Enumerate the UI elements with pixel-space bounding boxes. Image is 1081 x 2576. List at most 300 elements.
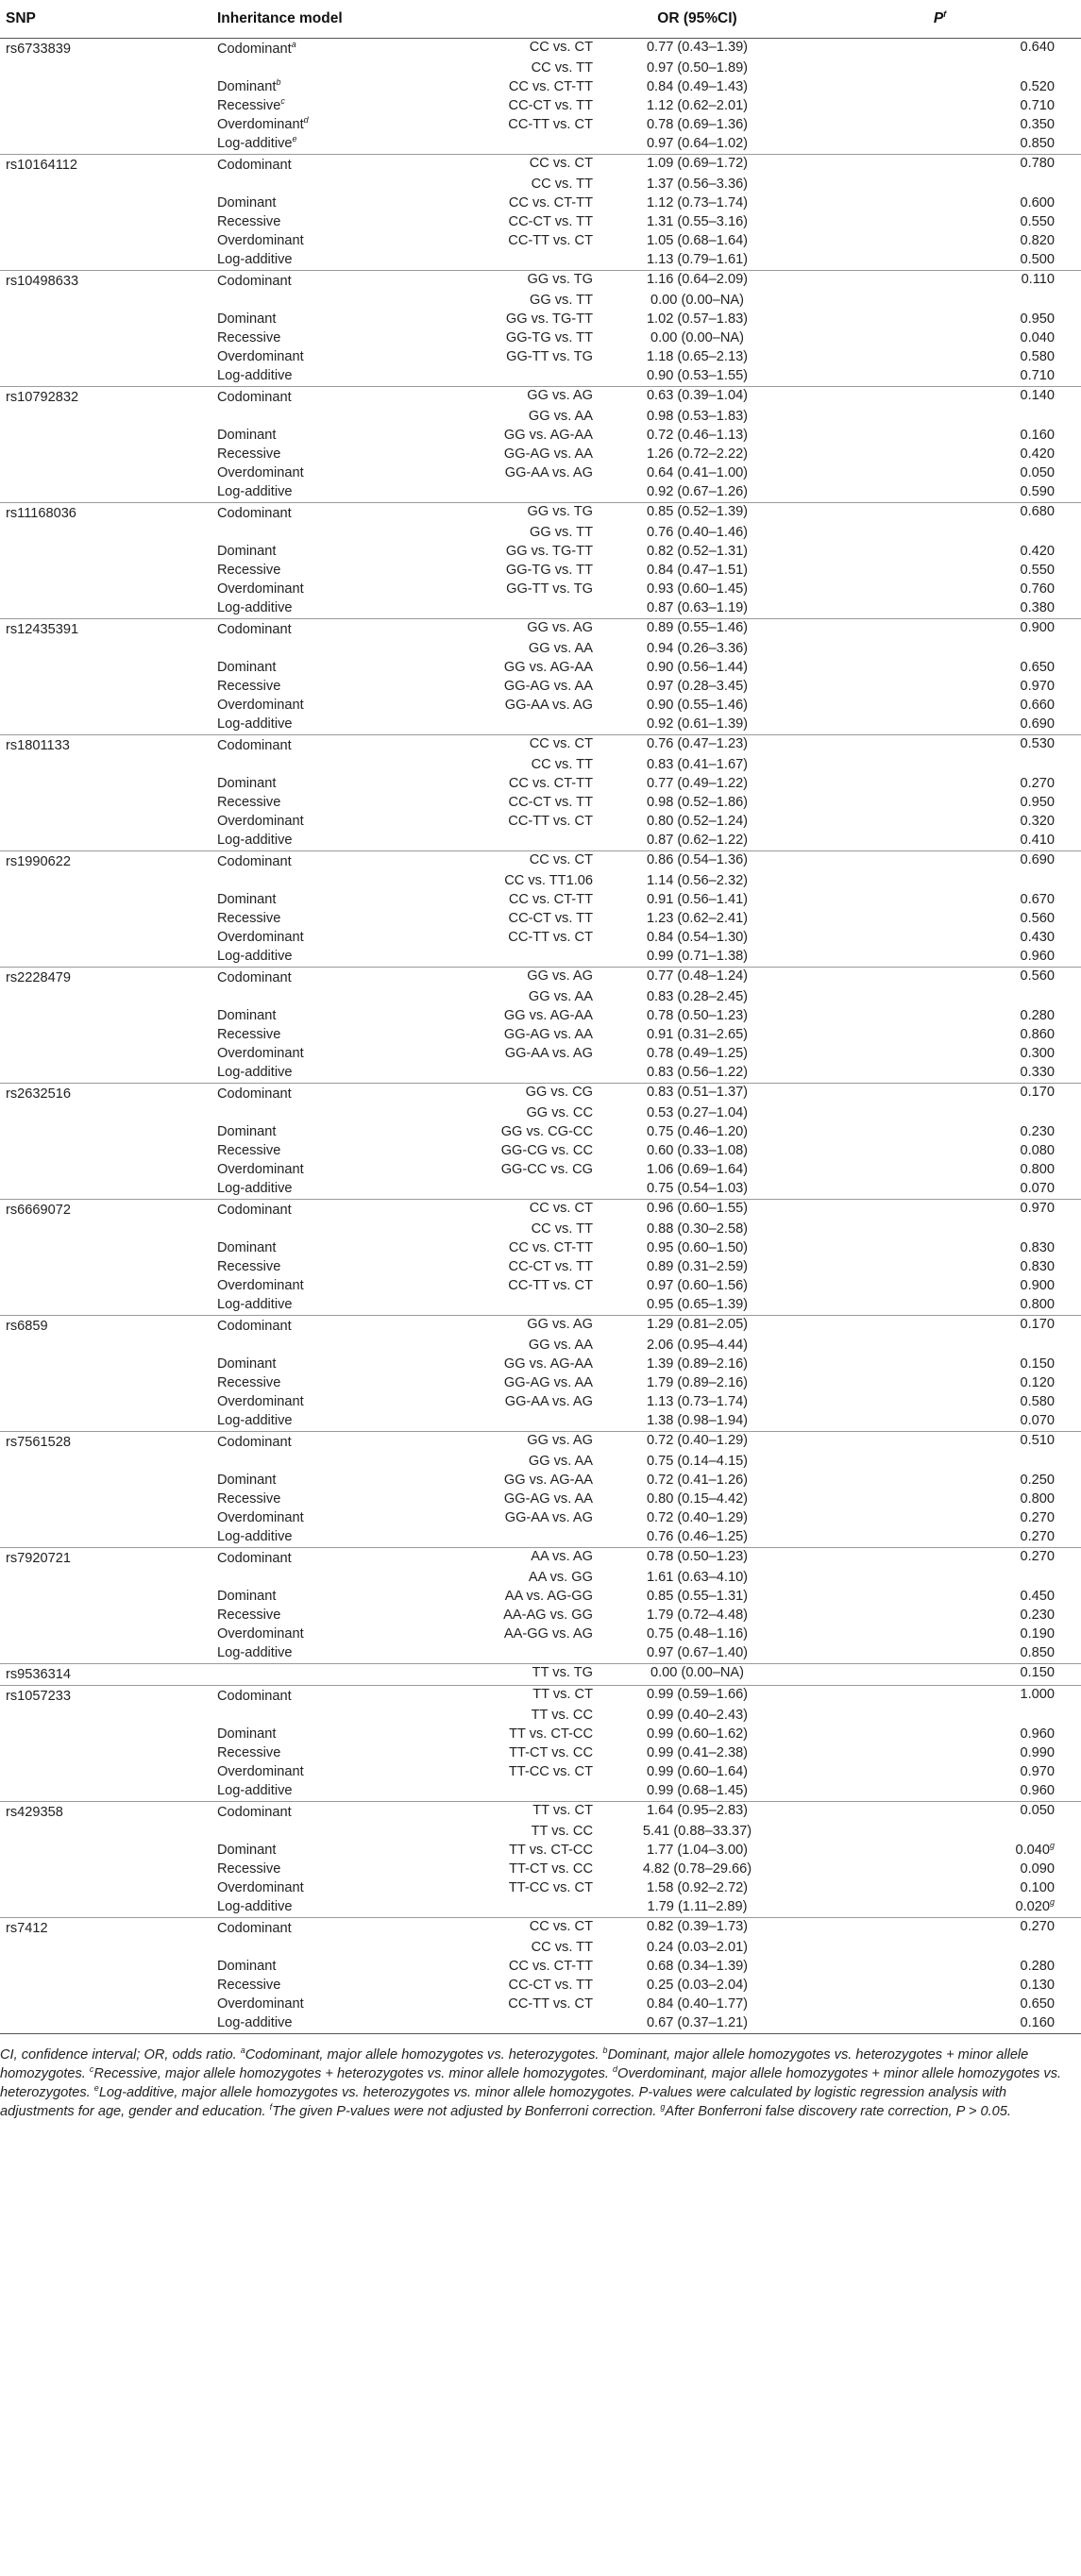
or-ci-cell: 0.87 (0.63–1.19): [646, 600, 749, 615]
p-value-cell: 0.270: [1020, 1529, 1055, 1544]
or-ci-cell: 0.91 (0.56–1.41): [646, 892, 749, 907]
or-ci-cell: 0.72 (0.46–1.13): [646, 428, 749, 443]
p-value-cell: 0.320: [1020, 814, 1055, 829]
inheritance-model-cell: Dominant: [217, 1726, 277, 1742]
inheritance-model-cell: Overdominant: [217, 1996, 304, 2012]
genotype-comparison-cell: GG vs. TG: [400, 503, 596, 525]
snp-cell: rs6733839: [0, 39, 211, 60]
p-value-cell: [799, 640, 1081, 659]
snp-cell: [0, 524, 211, 543]
snp-cell: [0, 1995, 211, 2014]
or-ci-cell: 1.06 (0.69–1.64): [646, 1162, 749, 1177]
genotype-comparison-cell: AA-AG vs. GG: [503, 1608, 593, 1623]
table-body: [0, 39, 1081, 2034]
table-row: [0, 155, 1081, 177]
p-value-cell: [799, 1939, 1081, 1958]
or-ci-cell: 0.90 (0.55–1.46): [646, 698, 749, 713]
inheritance-model-cell: Dominant: [217, 1843, 277, 1858]
or-ci-cell: 0.83 (0.56–1.22): [646, 1065, 749, 1080]
genotype-comparison-cell: TT-CC vs. CT: [508, 1880, 593, 1895]
snp-cell: [0, 213, 211, 232]
p-value-cell: 0.170: [799, 1084, 1081, 1105]
table-row: [0, 794, 1081, 813]
or-ci-cell: 0.97 (0.50–1.89): [646, 60, 749, 76]
table-row: [0, 483, 1081, 503]
p-value-cell: 0.560: [799, 968, 1081, 989]
p-value-cell: 0.680: [799, 503, 1081, 525]
or-ci-cell: 5.41 (0.88–33.37): [642, 1824, 752, 1839]
p-value-cell: 0.160: [799, 2014, 1081, 2034]
p-value-cell: 0.190: [1020, 1626, 1055, 1642]
inheritance-model-cell: Overdominant: [217, 1394, 304, 1409]
inheritance-model-cell: Dominant: [217, 1240, 277, 1255]
genotype-comparison-cell: CC-CT vs. TT: [508, 911, 593, 926]
inheritance-model-cell: Codominant: [211, 1548, 400, 1570]
table-row: [0, 1842, 1081, 1860]
table-row: [0, 232, 1081, 251]
p-value-cell: 0.160: [1020, 428, 1055, 443]
table-row: [0, 813, 1081, 832]
snp-cell: [0, 408, 211, 427]
p-value-cell: 0.850: [1020, 1645, 1055, 1660]
snp-cell: [0, 446, 211, 464]
table-row: [0, 851, 1081, 873]
genotype-comparison-cell: [400, 1644, 596, 1664]
inheritance-model-cell: Codominant: [211, 155, 400, 177]
genotype-comparison-cell: TT-CT vs. CC: [509, 1861, 593, 1877]
table-row: [0, 311, 1081, 329]
inheritance-model-cell: Recessive: [217, 1143, 281, 1158]
table-row: [0, 581, 1081, 599]
genotype-comparison-cell: [400, 1898, 596, 1918]
or-ci-cell: 0.99 (0.68–1.45): [646, 1783, 749, 1798]
or-ci-cell: 2.06 (0.95–4.44): [646, 1338, 749, 1353]
p-value-cell: 0.040$^g$: [1015, 1842, 1055, 1858]
genotype-comparison-cell: GG vs. AG: [400, 619, 596, 641]
table-row: [0, 948, 1081, 968]
genotype-comparison-cell: CC-CT vs. TT: [508, 1259, 593, 1274]
or-ci-cell: 0.75 (0.14–4.15): [646, 1454, 749, 1469]
table-row: [0, 1355, 1081, 1374]
p-value-cell: 0.710: [1020, 368, 1055, 383]
snp-cell: [0, 59, 211, 78]
p-value-cell: 0.650: [1020, 660, 1055, 675]
p-value-cell: 0.830: [1020, 1240, 1055, 1255]
inheritance-model-cell: Codominant: [211, 387, 400, 409]
or-ci-cell: 0.99 (0.60–1.64): [646, 1764, 749, 1779]
genotype-comparison-cell: CC-TT vs. CT: [508, 117, 593, 132]
or-ci-cell: 0.84 (0.40–1.77): [646, 1996, 749, 2012]
genotype-comparison-cell: GG vs. AG: [400, 1316, 596, 1338]
p-value-cell: 0.600: [1020, 195, 1055, 210]
p-value-cell: [799, 1221, 1081, 1239]
inheritance-model-cell: [211, 1453, 400, 1472]
snp-cell: [0, 1898, 211, 1918]
p-value-cell: 0.550: [1020, 563, 1055, 578]
genotype-comparison-cell: TT vs. CT: [400, 1686, 596, 1708]
or-ci-cell: 0.83 (0.51–1.37): [596, 1084, 799, 1105]
snp-cell: [0, 910, 211, 929]
snp-cell: [0, 1707, 211, 1726]
inheritance-model-cell: Codominant: [211, 968, 400, 989]
or-ci-cell: 0.84 (0.47–1.51): [646, 563, 749, 578]
p-value-cell: 0.230: [1020, 1124, 1055, 1139]
table-row: [0, 1802, 1081, 1824]
snp-cell: rs9536314: [0, 1664, 211, 1686]
inheritance-model-cell: Recessive: [217, 446, 281, 462]
header-or: OR (95%CI): [596, 0, 799, 39]
snp-cell: [0, 659, 211, 678]
or-ci-cell: 0.72 (0.40–1.29): [646, 1510, 749, 1525]
or-ci-cell: 0.77 (0.49–1.22): [646, 776, 749, 791]
genotype-comparison-cell: GG-AA vs. AG: [504, 1510, 593, 1525]
or-ci-cell: 0.72 (0.41–1.26): [646, 1473, 749, 1488]
p-value-cell: 0.550: [1020, 214, 1055, 229]
snp-cell: rs7412: [0, 1918, 211, 1940]
p-value-cell: [799, 1337, 1081, 1355]
snp-cell: [0, 1842, 211, 1860]
p-value-cell: 0.040: [1020, 330, 1055, 345]
genotype-comparison-cell: GG vs. CC: [526, 1105, 593, 1120]
genotype-comparison-cell: GG vs. AG: [400, 1432, 596, 1454]
genotype-comparison-cell: CC vs. CT: [400, 1918, 596, 1940]
p-value-cell: 0.690: [1020, 716, 1055, 732]
inheritance-model-cell: Recessive: [217, 795, 281, 810]
p-value-cell: 0.110: [799, 271, 1081, 293]
table-row: [0, 1823, 1081, 1842]
p-value-cell: 0.590: [1020, 484, 1055, 499]
or-ci-cell: 1.61 (0.63–4.10): [646, 1570, 749, 1585]
snp-cell: [0, 1977, 211, 1995]
genotype-comparison-cell: CC-CT vs. TT: [508, 98, 593, 113]
genotype-comparison-cell: CC-TT vs. CT: [508, 233, 593, 248]
p-value-cell: 0.150: [1020, 1356, 1055, 1372]
inheritance-model-cell: Log-additive: [217, 484, 293, 499]
snp-cell: [0, 135, 211, 155]
or-ci-cell: 0.98 (0.52–1.86): [646, 795, 749, 810]
table-row: [0, 910, 1081, 929]
or-ci-cell: 0.99 (0.59–1.66): [596, 1686, 799, 1708]
p-value-cell: 0.710: [1020, 98, 1055, 113]
inheritance-model-cell: [211, 872, 400, 891]
inheritance-model-cell: [211, 524, 400, 543]
or-ci-cell: 0.99 (0.41–2.38): [646, 1745, 749, 1760]
or-ci-cell: 0.78 (0.50–1.23): [646, 1008, 749, 1023]
inheritance-model-cell: [211, 1221, 400, 1239]
inheritance-model-cell: Dominant$^b$: [217, 78, 281, 94]
table-row: [0, 1142, 1081, 1161]
snp-cell: [0, 1355, 211, 1374]
snp-cell: [0, 1472, 211, 1490]
genotype-comparison-cell: TT vs. CC: [531, 1824, 593, 1839]
table-row: [0, 678, 1081, 697]
inheritance-model-cell: Dominant: [217, 1589, 277, 1604]
genotype-comparison-cell: [400, 1180, 596, 1200]
p-value-cell: 0.520: [1020, 79, 1055, 94]
snp-cell: [0, 116, 211, 135]
snp-cell: rs7920721: [0, 1548, 211, 1570]
genotype-comparison-cell: GG-TT vs. TG: [506, 581, 593, 597]
or-ci-cell: 1.64 (0.95–2.83): [596, 1802, 799, 1824]
genotype-comparison-cell: TT-CT vs. CC: [509, 1745, 593, 1760]
footnote-mark: f: [269, 2102, 273, 2113]
table-row: [0, 775, 1081, 794]
inheritance-model-cell: Recessive: [217, 911, 281, 926]
footnote-intro: CI, confidence interval; OR, odds ratio.: [0, 2047, 241, 2062]
genotype-comparison-cell: TT vs. CC: [531, 1708, 593, 1723]
header-inheritance-model: Inheritance model: [211, 0, 596, 39]
inheritance-model-cell: Dominant: [217, 544, 277, 559]
p-value-cell: 0.270: [1020, 776, 1055, 791]
genotype-comparison-cell: [400, 135, 596, 155]
or-ci-cell: 0.78 (0.49–1.25): [646, 1046, 749, 1061]
table-row: [0, 251, 1081, 271]
inheritance-model-cell: Recessive: [217, 1861, 281, 1877]
p-value-cell: 0.300: [1020, 1046, 1055, 1061]
snp-cell: rs1990622: [0, 851, 211, 873]
table-row: [0, 968, 1081, 989]
inheritance-model-cell: Codominant: [211, 1686, 400, 1708]
or-ci-cell: 0.99 (0.40–2.43): [646, 1708, 749, 1723]
inheritance-model-cell: Overdominant: [217, 1278, 304, 1293]
snp-cell: [0, 1123, 211, 1142]
inheritance-model-cell: [211, 988, 400, 1007]
inheritance-model-cell: [211, 176, 400, 194]
genotype-comparison-cell: GG-AG vs. AA: [503, 1491, 593, 1507]
genotype-comparison-cell: GG-CG vs. CC: [500, 1143, 593, 1158]
snp-cell: [0, 1412, 211, 1432]
inheritance-model-cell: Recessive: [217, 1027, 281, 1042]
snp-cell: [0, 1569, 211, 1588]
p-value-cell: 1.000: [799, 1686, 1081, 1708]
table-row: [0, 1588, 1081, 1607]
snp-cell: [0, 872, 211, 891]
table-row: [0, 1123, 1081, 1142]
inheritance-model-cell: Overdominant: [217, 1626, 304, 1642]
footnote-text: Codominant, major allele homozygotes vs. heterozygotes.: [245, 2047, 603, 2062]
snp-cell: [0, 329, 211, 348]
or-ci-cell: 0.92 (0.67–1.26): [646, 484, 749, 499]
genotype-comparison-cell: GG-TG vs. TT: [505, 563, 593, 578]
or-ci-cell: 0.76 (0.46–1.25): [646, 1529, 749, 1544]
snp-cell: rs2228479: [0, 968, 211, 989]
or-ci-cell: 0.91 (0.31–2.65): [646, 1027, 749, 1042]
inheritance-model-cell: Log-additive: [217, 833, 293, 848]
table-row: [0, 1277, 1081, 1296]
inheritance-model-cell: Recessive: [217, 330, 281, 345]
table-row: [0, 1296, 1081, 1316]
or-ci-cell: 1.26 (0.72–2.22): [646, 446, 749, 462]
table-row: [0, 503, 1081, 525]
table-row: [0, 562, 1081, 581]
p-value-cell: 0.250: [1020, 1473, 1055, 1488]
table-row: [0, 1221, 1081, 1239]
snp-cell: [0, 543, 211, 562]
table-row: [0, 1180, 1081, 1200]
inheritance-model-cell: [211, 756, 400, 775]
genotype-comparison-cell: CC vs. CT: [400, 851, 596, 873]
snp-cell: [0, 678, 211, 697]
genotype-comparison-cell: [400, 599, 596, 619]
snp-cell: rs1057233: [0, 1686, 211, 1708]
p-value-cell: 0.820: [1020, 233, 1055, 248]
snp-cell: [0, 292, 211, 311]
table-row: [0, 1239, 1081, 1258]
table-row: [0, 427, 1081, 446]
p-value-cell: 0.650: [1020, 1996, 1055, 2012]
or-ci-cell: 1.09 (0.69–1.72): [596, 155, 799, 177]
snp-cell: [0, 1823, 211, 1842]
p-value-cell: 0.080: [1020, 1143, 1055, 1158]
p-value-cell: 0.960: [1020, 1783, 1055, 1798]
table-row: [0, 1393, 1081, 1412]
inheritance-model-cell: Dominant: [217, 660, 277, 675]
genotype-comparison-cell: AA vs. AG: [400, 1548, 596, 1570]
or-ci-cell: 0.97 (0.28–3.45): [646, 679, 749, 694]
p-value-cell: 0.900: [1020, 1278, 1055, 1293]
p-value-cell: [799, 988, 1081, 1007]
snp-cell: [0, 1860, 211, 1879]
p-value-cell: 0.350: [1020, 117, 1055, 132]
p-value-cell: [799, 756, 1081, 775]
p-value-cell: 0.230: [1020, 1608, 1055, 1623]
snp-cell: [0, 97, 211, 116]
snp-cell: [0, 1763, 211, 1782]
snp-cell: rs7561528: [0, 1432, 211, 1454]
or-ci-cell: 0.97 (0.60–1.56): [646, 1278, 749, 1293]
inheritance-model-cell: Dominant: [217, 1473, 277, 1488]
table-row: [0, 59, 1081, 78]
snp-cell: [0, 1239, 211, 1258]
snp-cell: [0, 1296, 211, 1316]
snp-cell: [0, 1258, 211, 1277]
p-value-cell: 0.130: [1020, 1978, 1055, 1993]
inheritance-model-cell: [211, 1337, 400, 1355]
table-row: [0, 1007, 1081, 1026]
or-ci-cell: 1.29 (0.81–2.05): [596, 1316, 799, 1338]
or-ci-cell: 0.64 (0.41–1.00): [646, 465, 749, 480]
or-ci-cell: 0.76 (0.47–1.23): [596, 735, 799, 757]
footnote-text: The given P-values were not adjusted by Bonferroni correction.: [272, 2104, 661, 2119]
p-value-cell: [799, 176, 1081, 194]
or-ci-cell: 0.63 (0.39–1.04): [596, 387, 799, 409]
snp-cell: [0, 311, 211, 329]
genotype-comparison-cell: AA-GG vs. AG: [503, 1626, 593, 1642]
snp-cell: [0, 1644, 211, 1664]
genotype-comparison-cell: CC-TT vs. CT: [508, 1278, 593, 1293]
genotype-comparison-cell: CC vs. CT: [400, 1200, 596, 1221]
snp-cell: [0, 1726, 211, 1744]
snp-cell: [0, 581, 211, 599]
snp-cell: [0, 232, 211, 251]
inheritance-model-cell: Recessive$^c$: [217, 97, 285, 113]
inheritance-model-cell: Overdominant: [217, 1880, 304, 1895]
genotype-comparison-cell: [400, 251, 596, 271]
p-value-cell: [799, 408, 1081, 427]
or-ci-cell: 0.83 (0.41–1.67): [646, 757, 749, 772]
table-row: [0, 1918, 1081, 1940]
genotype-comparison-cell: [400, 1782, 596, 1802]
or-ci-cell: 0.84 (0.54–1.30): [646, 930, 749, 945]
inheritance-model-cell: Dominant: [217, 892, 277, 907]
or-ci-cell: 1.13 (0.73–1.74): [646, 1394, 749, 1409]
or-ci-cell: 0.25 (0.03–2.04): [646, 1978, 749, 1993]
or-ci-cell: 0.93 (0.60–1.45): [646, 581, 749, 597]
inheritance-model-cell: Recessive: [217, 1745, 281, 1760]
p-value-cell: 0.500: [1020, 252, 1055, 267]
snp-cell: [0, 348, 211, 367]
genotype-comparison-cell: CC vs. TT: [531, 60, 593, 76]
inheritance-model-cell: Overdominant: [217, 465, 304, 480]
p-value-cell: 0.660: [1020, 698, 1055, 713]
p-value-cell: 0.100: [1020, 1880, 1055, 1895]
table-row: [0, 1490, 1081, 1509]
snp-cell: [0, 640, 211, 659]
p-value-cell: 0.450: [1020, 1589, 1055, 1604]
p-value-cell: 0.070: [1020, 1181, 1055, 1196]
inheritance-model-cell: Dominant: [217, 1008, 277, 1023]
or-ci-cell: 0.00 (0.00–NA): [650, 293, 744, 308]
p-value-cell: 0.970: [1020, 1764, 1055, 1779]
genotype-comparison-cell: GG vs. AA: [528, 989, 593, 1004]
table-row: [0, 78, 1081, 97]
snp-cell: [0, 78, 211, 97]
inheritance-model-cell: Codominant: [211, 735, 400, 757]
table-row: [0, 988, 1081, 1007]
table-row: [0, 1664, 1081, 1686]
or-ci-cell: 0.92 (0.61–1.39): [646, 716, 749, 732]
genotype-comparison-cell: CC vs. TT1.06: [504, 873, 593, 888]
footnote-mark: d: [612, 2064, 617, 2075]
footnote-text: Dominant, major allele homozygotes vs. heterozygotes + minor allele homozygotes.: [0, 2047, 1029, 2081]
genotype-comparison-cell: CC vs. CT: [400, 735, 596, 757]
or-ci-cell: 0.82 (0.52–1.31): [646, 544, 749, 559]
snp-cell: rs10498633: [0, 271, 211, 293]
snp-cell: [0, 1337, 211, 1355]
table-row: [0, 1607, 1081, 1625]
inheritance-model-cell: Overdominant: [217, 1162, 304, 1177]
or-ci-cell: 1.16 (0.64–2.09): [596, 271, 799, 293]
p-value-cell: 0.020$^g$: [1015, 1898, 1055, 1914]
table-footnote: [0, 2034, 1081, 2121]
table-row: [0, 599, 1081, 619]
snp-cell: [0, 775, 211, 794]
table-row: [0, 176, 1081, 194]
inheritance-model-cell: Codominant: [211, 1084, 400, 1105]
inheritance-model-cell: Log-additive: [217, 368, 293, 383]
or-ci-cell: 0.95 (0.60–1.50): [646, 1240, 749, 1255]
table-row: [0, 891, 1081, 910]
snp-cell: [0, 483, 211, 503]
inheritance-model-cell: Codominant: [211, 619, 400, 641]
genotype-comparison-cell: CC vs. CT-TT: [508, 892, 593, 907]
header-snp: SNP: [0, 0, 211, 39]
or-ci-cell: 0.75 (0.54–1.03): [646, 1181, 749, 1196]
p-value-cell: 0.580: [1020, 349, 1055, 364]
snp-cell: [0, 1879, 211, 1898]
inheritance-model-cell: [211, 59, 400, 78]
genotype-comparison-cell: CC vs. CT-TT: [508, 79, 593, 94]
genotype-comparison-cell: CC vs. CT: [400, 155, 596, 177]
or-ci-cell: 0.78 (0.69–1.36): [646, 117, 749, 132]
genotype-comparison-cell: TT vs. CT-CC: [509, 1726, 593, 1742]
genotype-comparison-cell: GG-AA vs. AG: [504, 1394, 593, 1409]
genotype-comparison-cell: GG-TG vs. TT: [505, 330, 593, 345]
genotype-comparison-cell: [400, 716, 596, 735]
genotype-comparison-cell: [400, 1064, 596, 1084]
p-value-cell: 0.970: [1020, 679, 1055, 694]
table-row: [0, 524, 1081, 543]
